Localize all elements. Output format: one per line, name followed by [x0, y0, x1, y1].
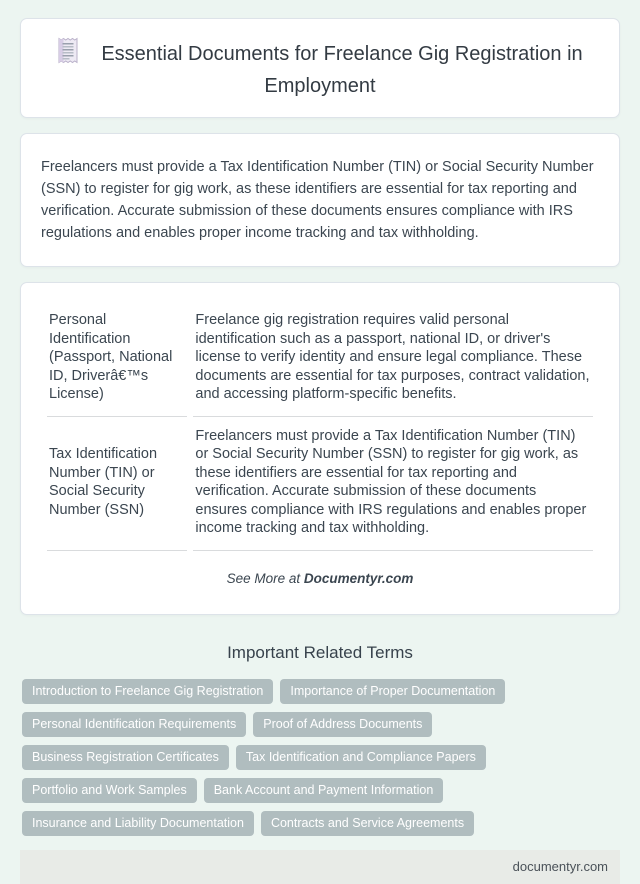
related-term-tag[interactable]: Contracts and Service Agreements [261, 811, 474, 836]
table-row [47, 417, 593, 551]
intro-card [20, 133, 620, 267]
related-term-tag[interactable]: Business Registration Certificates [22, 745, 229, 770]
see-more-prefix: See More at [226, 570, 304, 586]
see-more-line [41, 571, 599, 586]
document-term: Personal Identification (Passport, National ID, Driverâ€™s License) [47, 301, 187, 417]
related-term-tag[interactable]: Insurance and Liability Documentation [22, 811, 254, 836]
related-term-tag[interactable]: Tax Identification and Compliance Papers [236, 745, 486, 770]
intro-text: Freelancers must provide a Tax Identification Number (TIN) or Social Security Number (SSN) to register for gig work, as these identifiers are essential for tax reporting and verification. Accurate submission of these documents ensures compliance with IRS regulations and enables proper income tracking and tax withholding. [41, 159, 594, 241]
related-term-tag[interactable]: Bank Account and Payment Information [204, 778, 444, 803]
header-inner [51, 37, 589, 100]
footer-bar [20, 850, 620, 884]
related-terms-list [22, 679, 618, 836]
related-term-tag[interactable]: Importance of Proper Documentation [280, 679, 505, 704]
document-description: Freelancers must provide a Tax Identification Number (TIN) or Social Security Number (SSN) to register for gig work, as these identifiers are essential for tax reporting and verification. Accurate submission of these documents ensures compliance with IRS regulations and enables proper income tracking and tax withholding. [193, 417, 593, 551]
table-row [47, 301, 593, 417]
page-title: Essential Documents for Freelance Gig Registration in Employment [101, 42, 583, 97]
related-term-tag[interactable]: Introduction to Freelance Gig Registration [22, 679, 273, 704]
related-terms-heading: Important Related Terms [227, 642, 413, 662]
related-term-tag[interactable]: Personal Identification Requirements [22, 712, 246, 737]
header-card [20, 18, 620, 118]
footer-site-link[interactable]: documentyr.com [512, 859, 608, 874]
receipt-icon [57, 37, 79, 72]
document-description: Freelance gig registration requires valid personal identification such as a passport, national ID, or driver's license to verify identity and ensure legal compliance. These documents are essential for tax purposes, contract validation, and accessing platform-specific benefits. [193, 301, 593, 417]
see-more-brand-link[interactable]: Documentyr.com [303, 570, 414, 586]
documents-table [41, 301, 599, 551]
documents-card [20, 282, 620, 615]
document-term: Tax Identification Number (TIN) or Social Security Number (SSN) [47, 417, 187, 551]
related-term-tag[interactable]: Portfolio and Work Samples [22, 778, 197, 803]
related-term-tag[interactable]: Proof of Address Documents [253, 712, 432, 737]
